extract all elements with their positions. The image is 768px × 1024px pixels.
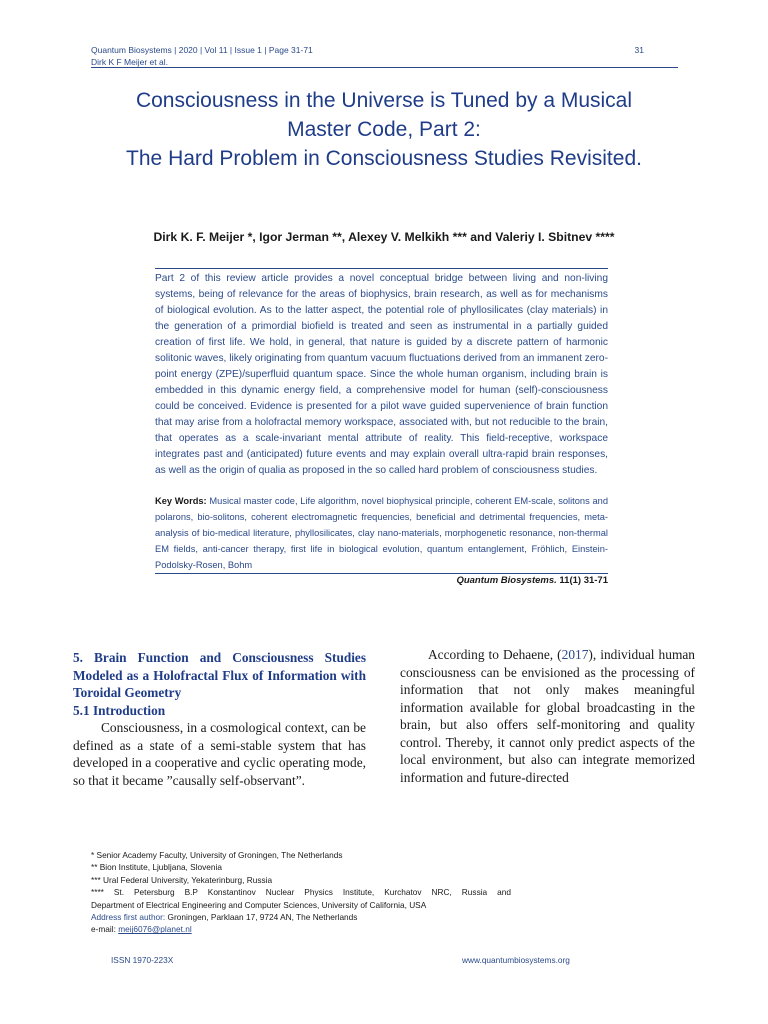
header-divider <box>91 67 678 68</box>
subsection-heading: 5.1 Introduction <box>73 702 166 718</box>
footnotes <box>91 849 511 936</box>
intro-paragraph: Consciousness, in a cosmological context, can be defined as a state of a semi-stable system that has developed in a cooperative and cyclic operating mode, so that it became ”causally self-observant”. <box>73 720 366 788</box>
address-label: Address first author: <box>91 912 166 923</box>
author-list: Dirk K. F. Meijer *, Igor Jerman **, Alexey V. Melkikh *** and Valeriy I. Sbitnev **** <box>153 230 615 244</box>
citation-link[interactable]: 2017 <box>561 647 589 662</box>
address-text: Groningen, Parklaan 17, 9724 AN, The Netherlands <box>165 912 358 923</box>
address-line <box>91 911 511 923</box>
journal-citation <box>155 575 608 586</box>
citation-journal: Quantum Biosystems. <box>456 575 557 586</box>
left-column <box>73 649 366 789</box>
page-number: 31 <box>634 45 644 55</box>
email-line <box>91 923 511 935</box>
keywords <box>155 493 608 574</box>
running-author: Dirk K F Meijer et al. <box>91 57 168 67</box>
footnote-4: **** St. Petersburg B.P Konstantinov Nuclear Physics Institute, Kurchatov NRC, Russia and <box>91 887 511 898</box>
title-line-1: Consciousness in the Universe is Tuned by a Musical <box>135 89 633 112</box>
abstract-box <box>155 268 608 586</box>
email-link[interactable]: meij6076@planet.nl <box>118 924 192 935</box>
footnote-5: Department of Electrical Engineering and Computer Sciences, University of California, USA <box>91 899 427 910</box>
title-line-3: The Hard Problem in Consciousness Studies Revisited. <box>126 147 642 170</box>
keywords-label: Key Words: <box>155 496 207 506</box>
citation-volume: 11(1) 31-71 <box>556 575 608 586</box>
title-line-2: Master Code, Part 2: <box>287 118 481 141</box>
article-title <box>60 86 708 173</box>
keywords-text: Musical master code, Life algorithm, novel biophysical principle, coherent EM-scale, solitons and polarons, bio-solitons, coherent electromagnetic frequencies, beneficial and detrimental frequencies, meta-analysis of bio-medical literature, phyllosilicates, clay nano-materials, morphogenetic resonance, non-thermal EM fields, anti-cancer therapy, first life in biological evolution, quantum entanglement, Fröhlich, Einstein-Podolsky-Rosen, Bohm <box>155 496 608 570</box>
email-label: e-mail: <box>91 924 119 935</box>
right-column <box>400 646 695 786</box>
footnote-2: ** Bion Institute, Ljubljana, Slovenia <box>91 862 222 873</box>
issn: ISSN 1970-223X <box>111 955 174 965</box>
journal-info: Quantum Biosystems | 2020 | Vol 11 | Issue 1 | Page 31-71 <box>91 45 313 55</box>
abstract-text: Part 2 of this review article provides a novel conceptual bridge between living and non-living systems, being of relevance for the areas of biophysics, brain research, as well as for mechanisms of biological evolution. As to the latter aspect, the potential role of phyllosilicates (clay materials) in the generation of a primordial biofield is treated and seen as instrumental in a partially guided creation of first life. We hold, in general, that nature is guided by a discrete pattern of harmonic solitonic waves, likely originating from quantum vacuum fluctuations derived from an immanent zero-point energy (ZPE)/superfluid quantum space. Since the whole human organism, including brain is embedded in this dynamic energy field, a comprehensive model for human (self)-consciousness could be conceived. Evidence is presented for a pilot wave guided supervenience of brain function that may arise from a holofractal memory workspace, associated with, but not reducible to the brain, that operates as a scale-invariant mental attribute of reality. This field-receptive, workspace integrates past and (anticipated) future events and may explain overall ultra-rapid brain responses, as well as the origin of qualia as proposed in the so called hard problem of consciousness studies. <box>155 273 608 476</box>
footnote-3: *** Ural Federal University, Yekaterinburg, Russia <box>91 874 273 885</box>
website-link[interactable]: www.quantumbiosystems.org <box>462 955 570 965</box>
footnote-1: * Senior Academy Faculty, University of Groningen, The Netherlands <box>91 850 343 860</box>
dehaene-paragraph <box>400 646 695 786</box>
running-header <box>91 44 678 68</box>
section-heading: 5. Brain Function and Consciousness Studies Modeled as a Holofractal Flux of Information with Toroidal Geometry <box>73 650 366 700</box>
paragraph-rest: ), individual human consciousness can be envisioned as the processing of information that not only makes meaningful information available for global broadcasting in the brain, but also offers self-monitoring and quality control. Thereby, it cannot only predict aspects of the local environment, but also can integrate memorized information and future-directed <box>400 647 695 785</box>
paragraph-start: According to Dehaene, ( <box>428 647 562 662</box>
